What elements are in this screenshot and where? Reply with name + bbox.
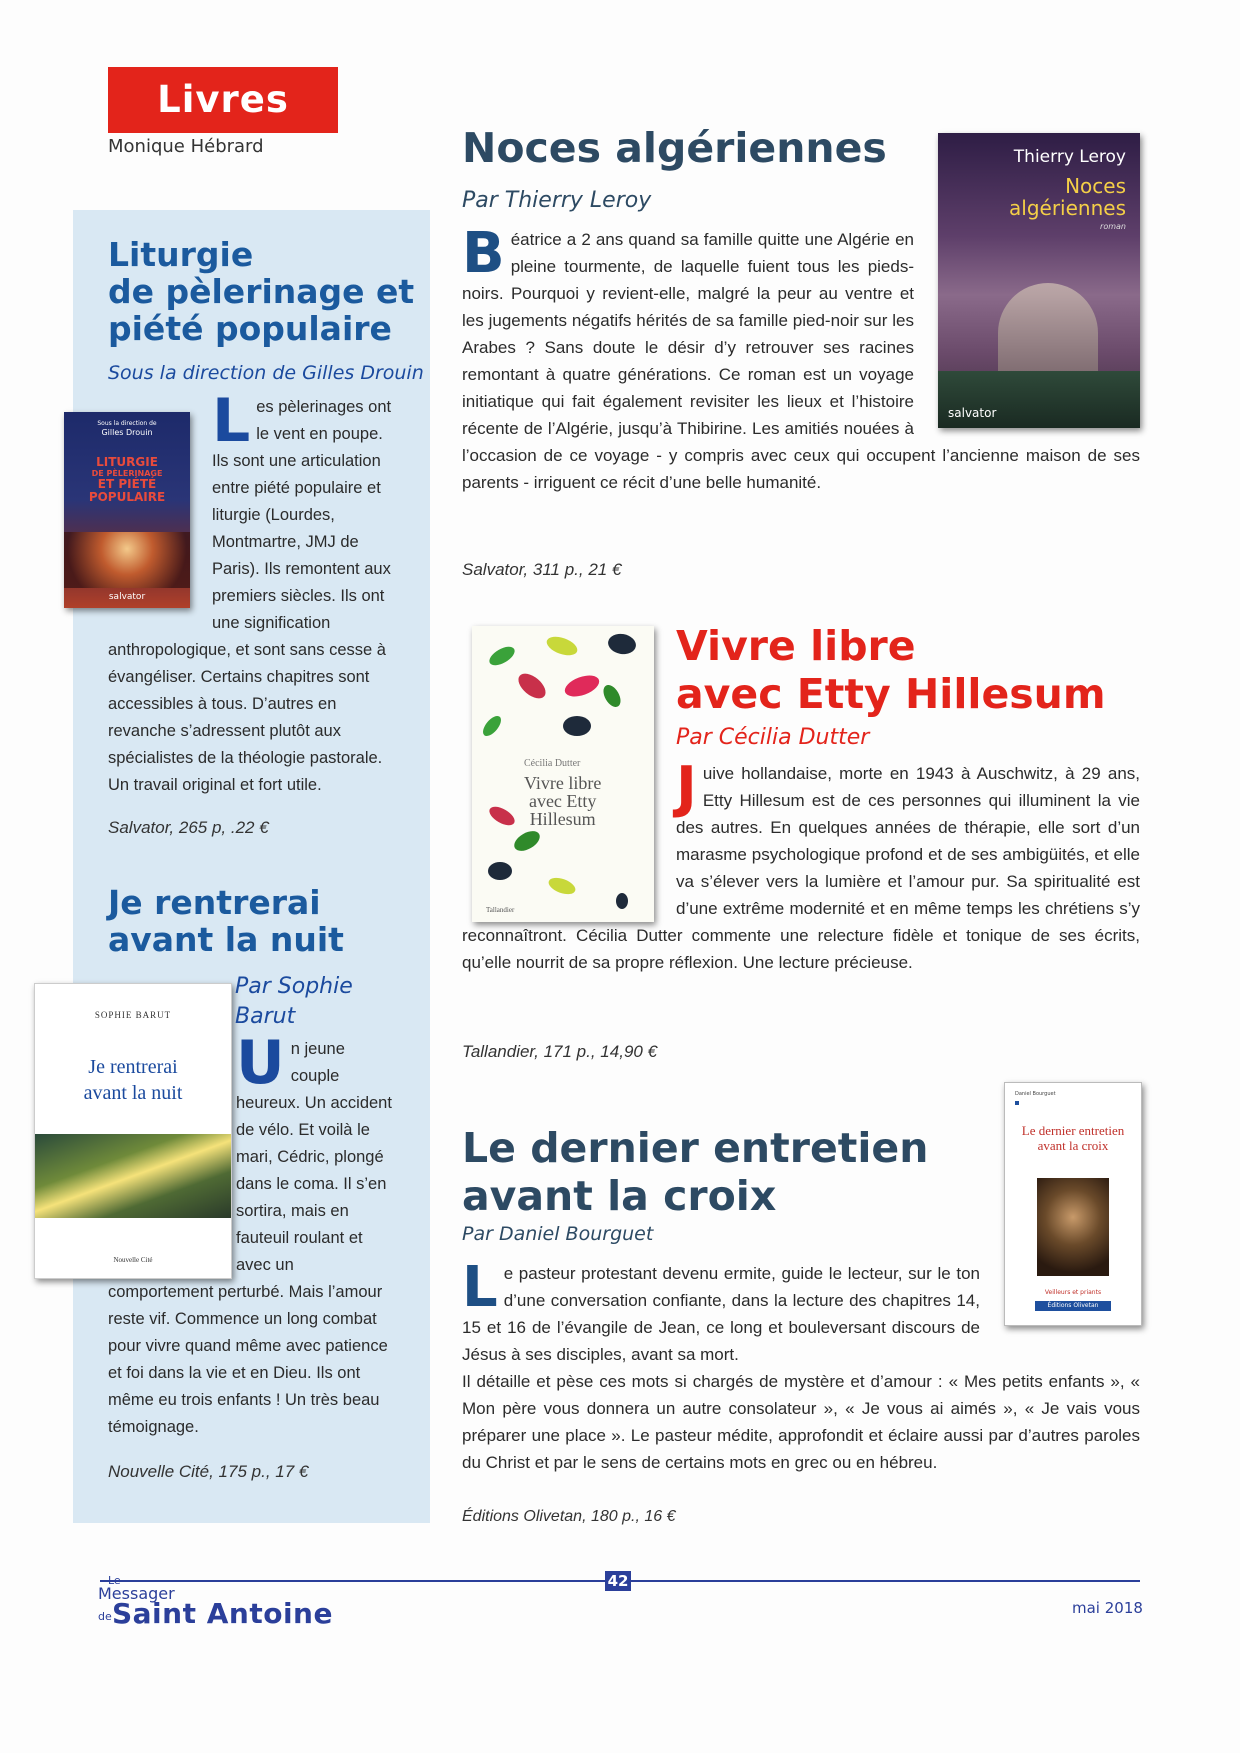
article-text-noces (462, 221, 1140, 496)
cover-spacer (108, 1036, 236, 1279)
dropcap: L (462, 1255, 498, 1320)
dropcap: L (212, 386, 251, 456)
sidebar-book1-text (108, 386, 398, 799)
cover-author: Gilles Drouin (101, 428, 153, 437)
article-title (676, 622, 1106, 718)
section-tag: Livres (108, 67, 338, 133)
byline-line: Barut (235, 1004, 296, 1029)
cover-author: SOPHIE BARUT (94, 1010, 172, 1020)
cover-title-line: Vivre libre (524, 773, 602, 793)
cover-title-line: avec Etty (528, 791, 597, 811)
cover-title-line: avant la croix (1037, 1138, 1109, 1153)
article-publisher: Tallandier, 171 p., 14,90 € (462, 1042, 658, 1061)
cover-title-line: algériennes (1009, 196, 1126, 220)
sidebar-book1-publisher: Salvator, 265 p, .22 € (108, 818, 269, 837)
column-author: Monique Hébrard (108, 136, 264, 157)
sidebar-book1-byline: Sous la direction de Gilles Drouin (108, 362, 424, 384)
title-line: piété populaire (108, 309, 392, 348)
cover-spacer (108, 394, 212, 626)
cover-series: Veilleurs et priants (1044, 1289, 1102, 1296)
review-text: Il détaille et pèse ces mots si chargés de mystère et d’amour : « Mes petits enfants », « Mon père vous donnera un autre consolateur », « Je vous ai aimés », « Je vais vous préparer une place ». Le pasteur médite, approfondit et éclaire aussi par d’autres paroles du Christ et par le sens de certains mots en grec ou en hébreu. (462, 1372, 1140, 1472)
issue-date: mai 2018 (1072, 1599, 1143, 1617)
cover-title-line: LITURGIE (96, 455, 158, 469)
cover-publisher: Tallandier (486, 906, 515, 914)
title-line: Vivre libre (676, 622, 916, 670)
cover-publisher: salvator (108, 592, 146, 602)
sidebar-book2-byline (235, 972, 353, 1032)
review-text: n jeune couple heureux. Un accident de vélo. Et voilà le mari, Cédric, plongé dans le coma. Il s’en sortira, mais en fauteuil roulant et avec un comportement perturbé. Mais l’amour reste vif. Commence un long combat pour vivre quand même avec patience et foi dans la vie et en Dieu. Ils ont même eu trois enfants ! Un très beau témoignage. (108, 1040, 392, 1436)
article-byline: Par Daniel Bourguet (462, 1223, 654, 1245)
title-line: avec Etty Hillesum (676, 670, 1106, 718)
title-line: avant la nuit (108, 920, 344, 959)
cover-author: Cécilia Dutter (524, 758, 581, 769)
cover-genre: roman (1100, 222, 1126, 231)
cover-mark (1015, 1101, 1019, 1105)
cover-spacer (914, 226, 1140, 436)
cover-title (1005, 1123, 1141, 1153)
magazine-logo-de: de (98, 1610, 112, 1623)
cover-title-line: Hillesum (529, 809, 596, 829)
article-text-dernier (462, 1255, 1140, 1476)
cover-title-line: POPULAIRE (88, 490, 166, 504)
cover-publisher: Nouvelle Cité (113, 1256, 153, 1264)
dropcap: U (236, 1028, 285, 1098)
cover-spacer (462, 760, 676, 922)
cover-author: Thierry Leroy (1013, 147, 1126, 167)
cover-title-line: Le dernier entretien (1021, 1123, 1125, 1138)
cover-title-line: DE PÈLERINAGE (91, 469, 163, 478)
cover-title-line: Je rentrerai (88, 1056, 178, 1078)
review-text: e pasteur protestant devenu ermite, guide le lecteur, sur le ton d’une conversation confiante, dans la lecture des chapitres 14, 15 et 16 de l’évangile de Jean, ce long et bouleversant discours de Jésus à ses disciples, avant sa mort. (462, 1264, 980, 1364)
cover-title (1009, 175, 1126, 219)
sidebar-book1-title (108, 236, 428, 347)
article-publisher: Éditions Olivetan, 180 p., 16 € (462, 1508, 676, 1525)
article-byline: Par Thierry Leroy (462, 188, 652, 213)
magazine-logo-messager: Messager (98, 1584, 175, 1603)
cover-top: Sous la direction de (97, 420, 157, 427)
cover-publisher: Éditions Olivetan (1035, 1301, 1111, 1311)
article-title (462, 1124, 928, 1220)
article-publisher: Salvator, 311 p., 21 € (462, 560, 622, 579)
review-text: éatrice a 2 ans quand sa famille quitte une Algérie en pleine tourmente, de laquelle fuient tous les pieds-noirs. Pourquoi y revient-elle, malgré la peur au ventre et les jugements négatifs hérités de sa famille pied-noir sur les Arabes ? Sans doute le désir d’y retrouver ses racines remontant à quatre générations. Ce roman est un voyage initiatique qui fait également revisiter les lieux et l’histoire récente de l’Algérie, jusqu’à Thibirine. Les amitiés nouées à l’occasion de ce voyage - y compris avec ceux qui occupent l’ancienne maison de ses parents - irriguent ce récit d’une belle humanité. (462, 230, 1140, 492)
title-line: Liturgie (108, 235, 254, 274)
byline-line: Par Sophie (235, 974, 353, 999)
sidebar-book2-text (108, 1028, 398, 1441)
page-number: 42 (605, 1571, 631, 1591)
title-line: avant la croix (462, 1172, 777, 1220)
sidebar-book2-publisher: Nouvelle Cité, 175 p., 17 € (108, 1462, 309, 1481)
title-line: Je rentrerai (108, 883, 321, 922)
cover-publisher: salvator (948, 406, 997, 420)
dropcap: B (462, 221, 505, 286)
cover-title-line: Noces (1065, 174, 1126, 198)
dropcap: J (676, 755, 697, 820)
cover-title-line: ET PIÉTÉ (97, 477, 157, 491)
magazine-logo-saint-antoine: Saint Antoine (112, 1597, 333, 1630)
review-text: uive hollandaise, morte en 1943 à Auschwitz, à 29 ans, Etty Hillesum est de ces personnes qui illuminent la vie des autres. En quelques années de thérapie, elle sort d’un marasme psychologique profond et de ses ambigüités, et elle va s’élever vers la lumière et l’amour pur. Sa spiritualité est d’une extrême modernité et en même temps les chrétiens s’y reconnaîtront. Cécilia Dutter commente une relecture fidèle et tonique de ses écrits, qu’elle nourrit de sa propre réflexion. Une lecture précieuse. (462, 764, 1140, 972)
review-text: es pèlerinages ont le vent en poupe. Ils sont une articulation entre piété populaire et liturgie (Lourdes, Montmartre, JMJ de Paris). Ils remontent aux premiers siècles. Ils ont une signification anthropologique, et sont sans cesse à évangéliser. Certains chapitres sont accessibles à tous. D’autres en revanche s’adressent plutôt aux spécialistes de la théologie pastorale. Un travail original et fort utile. (108, 398, 392, 794)
cover-title-line: avant la nuit (83, 1082, 183, 1104)
cover-author: Daniel Bourguet (1015, 1091, 1056, 1097)
title-line: Le dernier entretien (462, 1124, 929, 1172)
article-byline: Par Cécilia Dutter (676, 725, 870, 750)
article-title: Noces algériennes (462, 124, 887, 172)
cover-spacer (980, 1260, 1140, 1326)
article-text-etty (462, 755, 1140, 976)
title-line: de pèlerinage et (108, 272, 415, 311)
sidebar-book2-title (108, 884, 428, 958)
magazine-logo-le: Le (108, 1574, 121, 1587)
